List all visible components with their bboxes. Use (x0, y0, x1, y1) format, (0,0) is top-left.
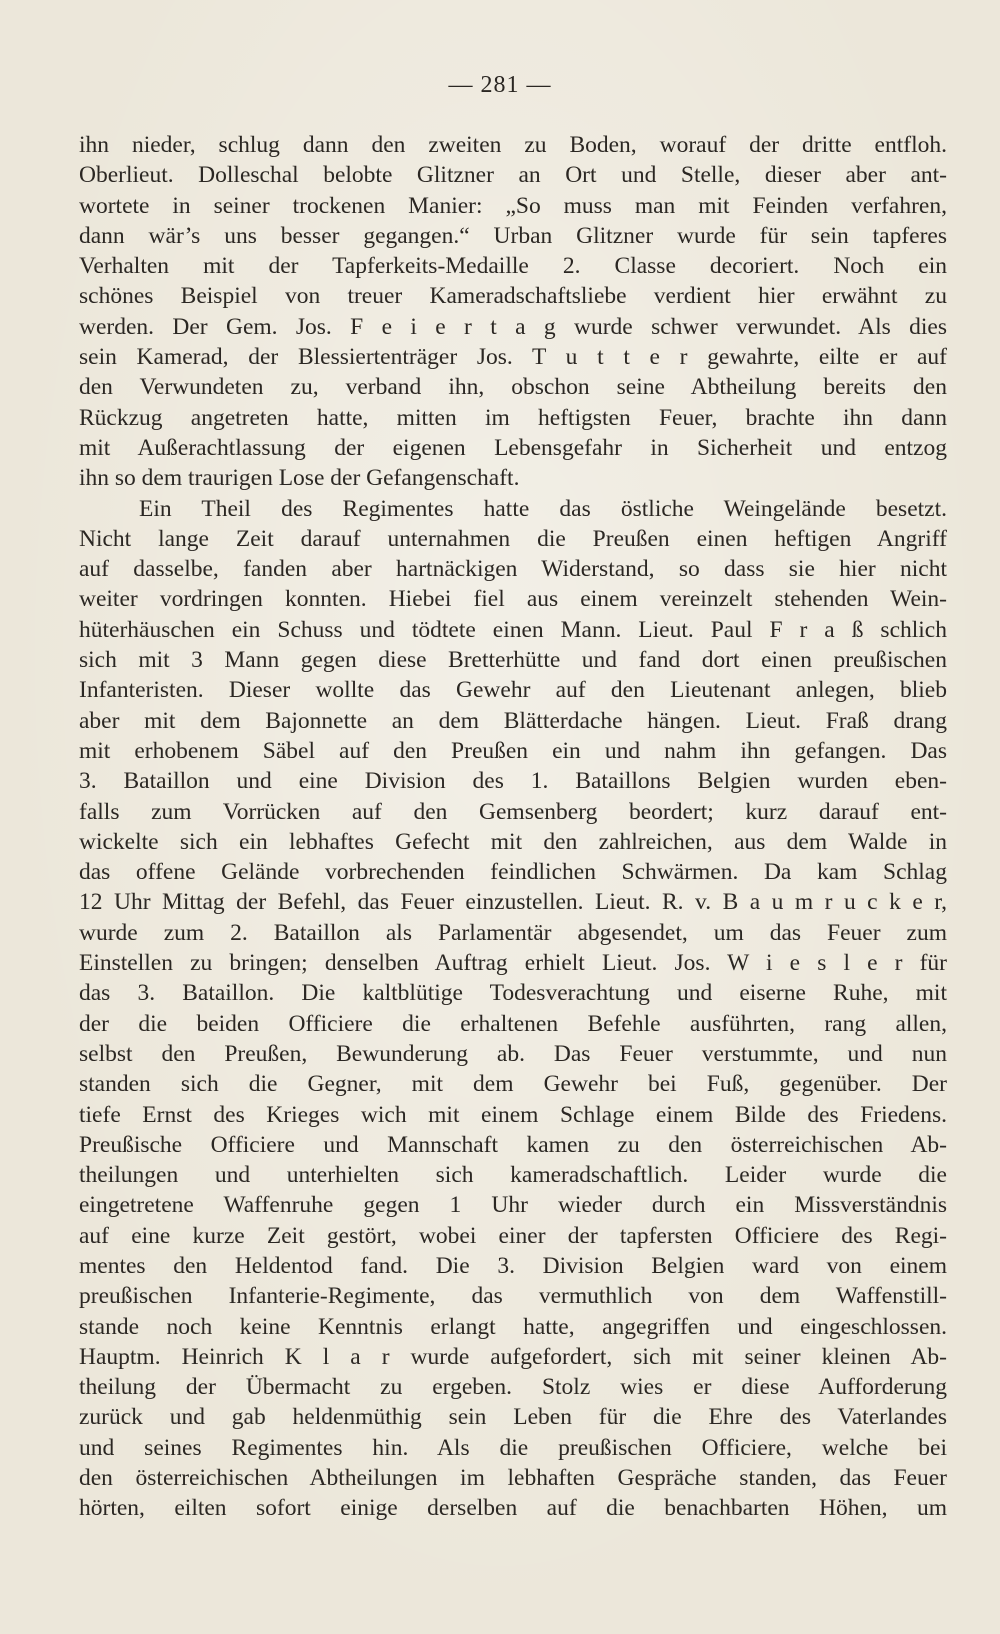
text-line: wurde zum 2. Bataillon als Parlamentär abgesendet, um das Feuer zum (79, 919, 947, 946)
text-line: Rückzug angetreten hatte, mitten im heftigsten Feuer, brachte ihn dann (79, 404, 947, 431)
text-line: 3. Bataillon und eine Division des 1. Bataillons Belgien wurden eben- (79, 768, 947, 795)
text-line: hörten, eilten sofort einige derselben auf die benachbarten Höhen, um (79, 1495, 947, 1522)
text-line: zurück und gab heldenmüthig sein Leben für die Ehre des Vaterlandes (79, 1404, 947, 1431)
text-line: wickelte sich ein lebhaftes Gefecht mit den zahlreichen, aus dem Walde in (79, 828, 947, 855)
text-line: das offene Gelände vorbrechenden feindlichen Schwärmen. Da kam Schlag (79, 859, 947, 886)
text-line: falls zum Vorrücken auf den Gemsenberg beordert; kurz darauf ent- (79, 798, 947, 825)
text-line: den Verwundeten zu, verband ihn, obschon seine Abtheilung bereits den (79, 374, 947, 401)
text-line: sein Kamerad, der Blessiertenträger Jos. T u t t e r gewahrte, eilte er auf (79, 344, 947, 371)
text-line: hüterhäuschen ein Schuss und tödtete einen Mann. Lieut. Paul F r a ß schlich (79, 616, 947, 643)
text-line: Nicht lange Zeit darauf unternahmen die Preußen einen heftigen Angriff (79, 525, 947, 552)
page-number: — 281 — (448, 72, 552, 98)
text-line: 12 Uhr Mittag der Befehl, das Feuer einzustellen. Lieut. R. v. B a u m r u c k e r, (79, 889, 947, 916)
text-line: Hauptm. Heinrich K l a r wurde aufgefordert, sich mit seiner kleinen Ab- (79, 1343, 947, 1370)
paragraph-start-line: Ein Theil des Regimentes hatte das östliche Weingelände besetzt. (139, 495, 947, 522)
text-line: selbst den Preußen, Bewunderung ab. Das Feuer verstummte, und nun (79, 1040, 947, 1067)
text-line: eingetretene Waffenruhe gegen 1 Uhr wieder durch ein Missverständnis (79, 1192, 947, 1219)
text-line: das 3. Bataillon. Die kaltblütige Todesverachtung und eiserne Ruhe, mit (79, 980, 947, 1007)
text-line: standen sich die Gegner, mit dem Gewehr bei Fuß, gegenüber. Der (79, 1071, 947, 1098)
text-line: den österreichischen Abtheilungen im lebhaften Gespräche standen, das Feuer (79, 1465, 947, 1492)
text-line: sich mit 3 Mann gegen diese Bretterhütte und fand dort einen preußischen (79, 647, 947, 674)
text-line: Infanteristen. Dieser wollte das Gewehr auf den Lieutenant anlegen, blieb (79, 677, 947, 704)
body-text (79, 130, 947, 1524)
text-line: theilungen und unterhielten sich kameradschaftlich. Leider wurde die (79, 1162, 947, 1189)
text-line: Oberlieut. Dolleschal belobte Glitzner an Ort und Stelle, dieser aber ant- (79, 162, 947, 189)
text-line: wortete in seiner trockenen Manier: „So muss man mit Feinden verfahren, (79, 192, 947, 219)
text-line: und seines Regimentes hin. Als die preußischen Officiere, welche bei (79, 1434, 947, 1461)
text-line: mit erhobenem Säbel auf den Preußen ein und nahm ihn gefangen. Das (79, 737, 947, 764)
text-line: werden. Der Gem. Jos. F e i e r t a g wurde schwer verwundet. Als dies (79, 313, 947, 340)
text-line: theilung der Übermacht zu ergeben. Stolz wies er diese Aufforderung (79, 1374, 947, 1401)
text-line: der die beiden Officiere die erhaltenen Befehle ausführten, rang allen, (79, 1010, 947, 1037)
text-line: schönes Beispiel von treuer Kameradschaftsliebe verdient hier erwähnt zu (79, 283, 947, 310)
text-line: Einstellen zu bringen; denselben Auftrag erhielt Lieut. Jos. W i e s l e r für (79, 950, 947, 977)
text-line: tiefe Ernst des Krieges wich mit einem Schlage einem Bilde des Friedens. (79, 1101, 947, 1128)
text-line: stande noch keine Kenntnis erlangt hatte, angegriffen und eingeschlossen. (79, 1313, 947, 1340)
text-line: Preußische Officiere und Mannschaft kamen zu den österreichischen Ab- (79, 1131, 947, 1158)
text-line: preußischen Infanterie-Regimente, das vermuthlich von dem Waffenstill- (79, 1283, 947, 1310)
text-line: mit Außerachtlassung der eigenen Lebensgefahr in Sicherheit und entzog (79, 434, 947, 461)
text-line: dann wär’s uns besser gegangen.“ Urban Glitzner wurde für sein tapferes (79, 222, 947, 249)
text-line: weiter vordringen konnten. Hiebei fiel aus einem vereinzelt stehenden Wein- (79, 586, 947, 613)
text-line: aber mit dem Bajonnette an dem Blätterdache hängen. Lieut. Fraß drang (79, 707, 947, 734)
text-line: mentes den Heldentod fand. Die 3. Division Belgien ward von einem (79, 1252, 947, 1279)
text-line: ihn nieder, schlug dann den zweiten zu Boden, worauf der dritte entfloh. (79, 132, 947, 158)
text-line: auf eine kurze Zeit gestört, wobei einer der tapfersten Officiere des Regi- (79, 1222, 947, 1249)
text-line: Verhalten mit der Tapferkeits-Medaille 2. Classe decoriert. Noch ein (79, 253, 947, 280)
paragraph-end-line: ihn so dem traurigen Lose der Gefangenschaft. (79, 465, 520, 492)
text-line: auf dasselbe, fanden aber hartnäckigen Widerstand, so dass sie hier nicht (79, 556, 947, 583)
